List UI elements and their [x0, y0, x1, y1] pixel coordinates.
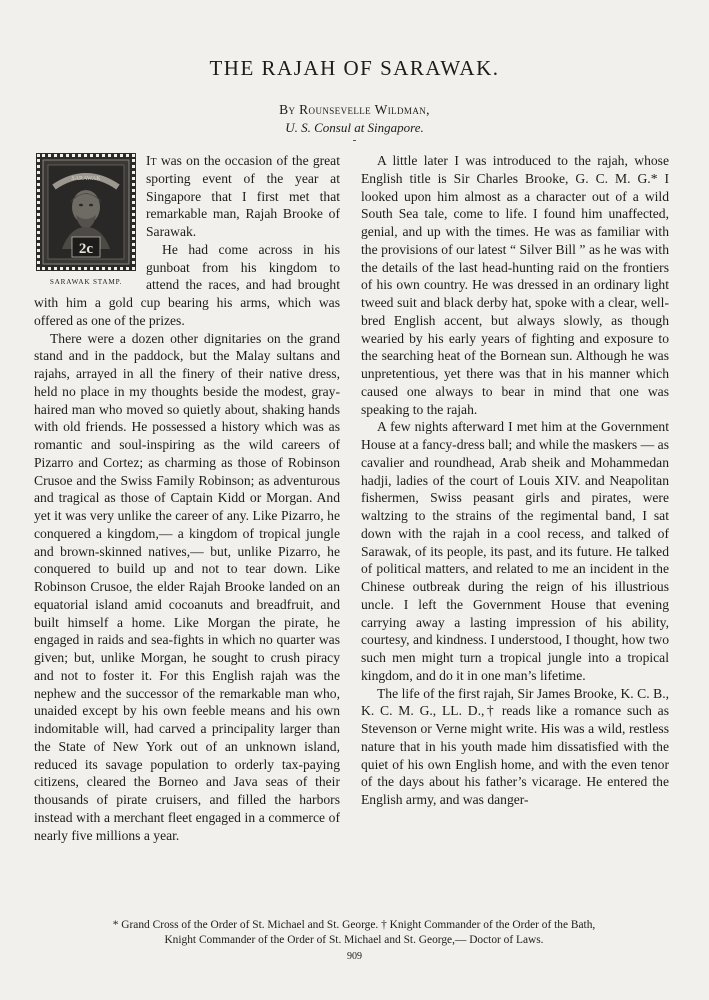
stamp-value-text: 2c: [78, 241, 94, 257]
footnotes: [34, 918, 674, 948]
right-paragraph-2: A few nights afterward I met him at the Government House at a fancy-dress ball; and while the maskers — as cavalier and roundhead, Arab sheik and Mohammedan hadji, ladies of the court of Louis XIV. and Neapolitan fishermen, Swiss peasant girls and pirates, were waltzing to the strains of the regimental band, I sat down with the rajah in a cool recess, and talked of Sarawak, of its people, its past, and its future. He talked of political matters, and related to me an incident in the Chinese outbreak during the reign of his illustrious uncle. I left the Government House that evening carrying away a lasting impression of his ability, courtesy, and kindness. I understood, I thought, how two such men might turn a tropical jungle into a tropical kingdom, and do it in one man’s lifetime.: [361, 419, 669, 683]
stamp-figure: [34, 154, 138, 290]
header-ornament: [353, 140, 356, 141]
left-paragraph-3: There were a dozen other dignitaries on the grand stand and in the paddock, but the Malay sultans and rajahs, arrayed in all the finery of their native dress, held no place in my thoughts beside the modest, gray-haired man who moved so quietly about, shaking hands with old friends. He possessed a history which was as romantic and soul-inspiring as the wild careers of Pizarro and Cortez; as charming as those of Robinson Crusoe and the Swiss Family Robinson; as adventurous and tragical as those of Captain Kidd or Morgan. And yet it was very unlike the career of any. Like Pizarro, he conquered a kingdom,— a kingdom of tropical jungle and brown-skinned natives,— but, unlike Pizarro, he conquered to build up and not to tear down. Like Robinson Crusoe, the elder Rajah Brooke landed on an equatorial island amid cocoanuts and breadfruit, and built himself a home. Like Morgan the pirate, he engaged in raids and sea-fights in which no quarter was given; but, unlike Morgan, he sought to crush piracy and not to foster it. For this English rajah was the nephew and the successor of the remarkable man who, unaided except by his own feeble means and his own indomitable will, had carved a principality larger than the State of New York out of an unknown island, reduced its savage population to orderly tax-paying citizens, cleared the Borneo and Java seas of their thousands of pirate cruisers, and filled the harbors instead with a merchant fleet engaged in a commerce of nearly five millions a year.: [34, 330, 340, 843]
stamp-label-text: SARAWAK: [71, 176, 101, 182]
right-column: [361, 152, 669, 912]
right-paragraph-1: A little later I was introduced to the rajah, whose English title is Sir Charles Brooke, G. C. M. G.* I looked upon him almost as a character out of a wild South Sea tale, come to life. I found him unaffected, genial, and up with the times. He was as familiar with the provisions of our latest “ Silver Bill ” as he was with the details of the last head-hunting raid on the frontiers of his own country. He was dressed in an ordinary light tweed suit and black derby hat, spoke with a clear, well-bred English accent, but always slowly, as though wearied by his early years of fighting and exposure to the searching heat of the Bornean sun. Although he was unpretentious, yet there was that in his manner which caused one always to bear in mind that one was speaking to the rajah.: [361, 153, 669, 417]
page-number: 909: [347, 951, 362, 962]
right-paragraph-3: The life of the first rajah, Sir James Brooke, K. C. B., K. C. M. G., LL. D.,† reads like a romance such as Stevenson or Verne might write. His was a wild, restless nature that in his youth made him dissatisfied with the quiet of his own English home, and with the even tenor of the days about his father’s vicarage. He entered the English army, and was danger-: [361, 685, 669, 807]
article-byline: By Rounsevelle Wildman,: [279, 102, 430, 117]
left-paragraph-2: He had come across in his gunboat from his kingdom to attend the races, and had brought with him a gold cup bearing his arms, which was offered as one of the prizes.: [34, 241, 340, 328]
footnote-line-1: * Grand Cross of the Order of St. Michael and St. George. † Knight Commander of the Order of the Bath,: [112, 919, 596, 931]
sarawak-stamp-image: [37, 154, 135, 270]
left-paragraph-1-text: was on the occasion of the great sporting event of the year at Singapore that I first met that remarkable man, Rajah Brooke of Sarawak.: [146, 153, 340, 239]
left-column: [34, 152, 340, 912]
footnote-line-2: Knight Commander of the Order of St. Michael and St. George,— Doctor of Laws.: [164, 934, 544, 946]
author-affiliation: U. S. Consul at Singapore.: [285, 120, 424, 135]
opening-word: It: [146, 153, 157, 168]
article-title: THE RAJAH OF SARAWAK.: [209, 56, 500, 80]
stamp-caption: SARAWAK STAMP.: [49, 278, 123, 286]
stamp-portrait-icon: [40, 157, 132, 267]
